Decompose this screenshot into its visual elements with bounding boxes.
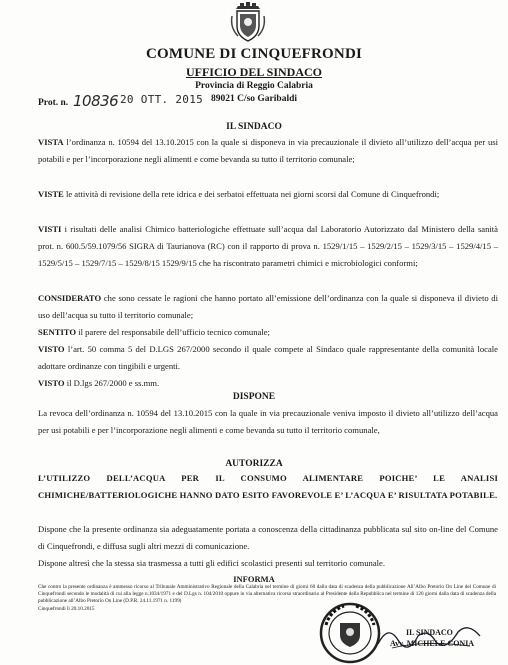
ufficio-title: UFFICIO DEL SINDACO bbox=[185, 65, 323, 79]
comune-name: COMUNE DI CINQUEFRONDI bbox=[145, 46, 363, 62]
section-title-informa: INFORMA bbox=[233, 574, 275, 584]
premise-text: i risultati delle analisi Chimico batteriologiche effettuate sull’acqua dal Laboratorio Autorizzato dal Ministero della sanità prot. n. 600.5/59.1079/56 SIGRA di Taurianova (RC) con il rapporto di prova n. 1529/1/15 – 1529/2/15 – 1529/3/15 – 1529/4/15 – 1529/5/15 – 1529/7/15 – 1529/8/15 1529/9/15 che ha riscontrato parametri chimici e microbiologici conformi; bbox=[38, 224, 498, 269]
section-title-autorizza: AUTORIZZA bbox=[225, 459, 283, 469]
provincia-line: Provincia di Reggio Calabria bbox=[195, 81, 313, 91]
premise-keyword: VISTI bbox=[38, 224, 62, 234]
premise-text: le attività di revisione della rete idrica e dei serbatoi effettuata nei giorni scorsi dal Comune di Cinquefrondi; bbox=[63, 189, 440, 199]
premise-keyword: VISTO bbox=[38, 344, 65, 354]
informa-body: Che contro la presente ordinanza è ammesso ricorso al Tribunale Amministrativo Regionale della Calabria nel termine di giorni 60 dalla data di scadenza della pubblicazione All’Albo Pretorio On Line del Comune di Cinquefrondi secondo le modalità di cui alla legge n.1034/1971 e del D.Lgs n. 104/2010 oppure in via alternativa ricorso straordinario al Presidente della Repubblica nel termine di 120 giorni dalla data di scadenza della pubblicazione all’Albo Pretorio On Line (D.P.R. 24.11.1971 n. 1199) bbox=[38, 584, 496, 605]
premise-visti bbox=[38, 221, 498, 273]
section-title-dispone: DISPONE bbox=[232, 392, 276, 402]
premise-text: che sono cessate le ragioni che hanno portato all’emissione dell’ordinanza con la quale si disponeva il divieto di uso dell’acqua su tutto il territorio comunale; bbox=[38, 293, 498, 321]
premise-keyword: VISTA bbox=[38, 137, 64, 147]
protocol-date-stamp: 20 OTT. 2015 bbox=[120, 93, 204, 106]
signatory-name: Avv. MICHELE CONIA bbox=[390, 639, 475, 648]
premise-keyword: CONSIDERATO bbox=[38, 293, 102, 303]
autorizza-text: L’UTILIZZO DELL’ACQUA PER IL CONSUMO ALIMENTARE POICHE’ LE ANALISI CHIMICHE/BATTERIOLOGICHE HANNO DATO ESITO FAVOREVOLE E’ L’ACQUA E’ RISULTATA POTABILE. bbox=[38, 473, 498, 500]
dispone-text: La revoca dell’ordinanza n. 10594 del 13.10.2015 con la quale in via precauzionale veniva imposto il divieto all’utilizzo dell’acqua per usi potabili e per l’incorporazione negli alimenti e come bevanda su tutto il territorio comunale, bbox=[38, 408, 498, 436]
premise-text: il parere del responsabile dell’ufficio tecnico comunale; bbox=[76, 327, 270, 337]
premise-text: il D.lgs 267/2000 e ss.mm. bbox=[64, 378, 160, 388]
premise-vista bbox=[38, 134, 498, 168]
premise-keyword: VISTO bbox=[38, 378, 65, 388]
premise-viste bbox=[38, 186, 498, 203]
premise-keyword: SENTITO bbox=[38, 327, 77, 337]
premise-text: l’ordinanza n. 10594 del 13.10.2015 con la quale si disponeva in via precauzionale il divieto all’utilizzo dell’acqua per usi potabili e per l’incorporazione negli alimenti e come bevanda su tutto il territorio comunale; bbox=[38, 137, 498, 165]
premise-considerato bbox=[38, 290, 498, 324]
protocol-number: 10836 bbox=[73, 92, 119, 110]
address-line: 89021 C/so Garibaldi bbox=[210, 94, 298, 104]
disposizione-pubblicazione: Dispone che la presente ordinanza sia adeguatamente portata a conoscenza della cittadinanza pubblicata sul sito on-line del Comune di Cinquefrondi, e diffusa sugli altri mezzi di comunicazione. bbox=[38, 524, 498, 552]
informa-text bbox=[38, 584, 496, 613]
premise-keyword: VISTE bbox=[38, 189, 64, 199]
disposizione-scuole: Dispone altresì che la stessa sia trasmessa a tutti gli edifici scolastici presenti sul territorio comunale. bbox=[38, 558, 385, 568]
section-title-sindaco: IL SINDACO bbox=[226, 122, 282, 132]
protocol-label: Prot. n. bbox=[38, 98, 69, 108]
premise-sentito bbox=[38, 324, 498, 341]
premise-text: l’art. 50 comma 5 del D.LGS 267/2000 secondo il quale compete al Sindaco quale rappresentante della comunità locale adottare ordinanze con tingibili e urgenti. bbox=[38, 344, 498, 372]
place-date: Cinquefrondi lì 20.10.2015 bbox=[38, 605, 95, 612]
municipal-crest-icon bbox=[228, 2, 268, 42]
premise-visto-art50 bbox=[38, 341, 498, 375]
signatory-title: IL SINDACO bbox=[406, 628, 453, 637]
premise-visto-dlgs bbox=[38, 375, 498, 392]
